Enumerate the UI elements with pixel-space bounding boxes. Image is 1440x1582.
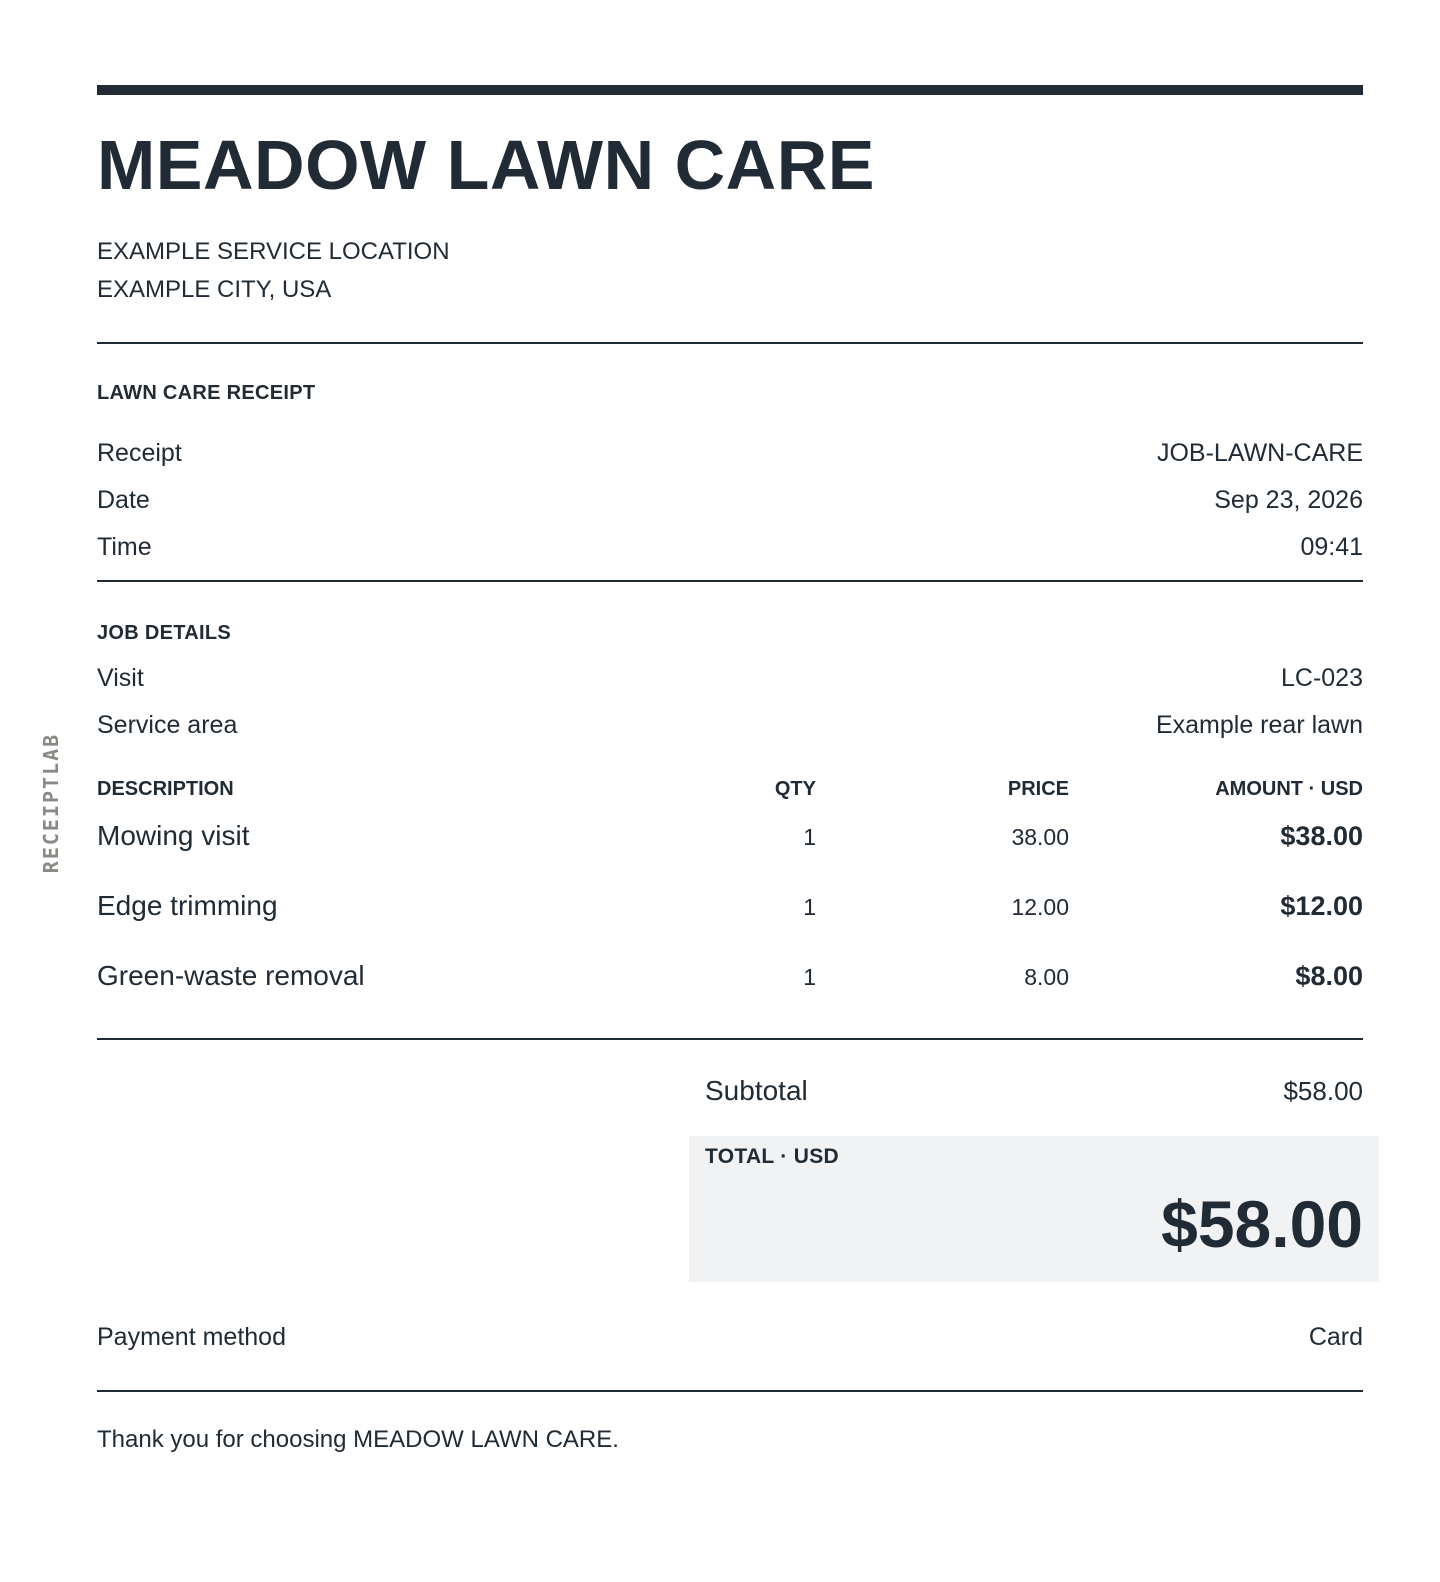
receipt-number-row xyxy=(97,430,1363,477)
subtotal-row xyxy=(689,1073,1379,1109)
item-qty: 1 xyxy=(803,964,816,990)
item-qty: 1 xyxy=(803,824,816,850)
receipt-number-value: JOB-LAWN-CARE xyxy=(1156,439,1363,467)
items-table-header xyxy=(97,777,1363,801)
divider xyxy=(97,580,1363,582)
item-qty: 1 xyxy=(803,894,816,920)
items-table-body xyxy=(97,820,1363,1030)
time-label: Time xyxy=(97,533,152,561)
address xyxy=(97,233,1363,309)
item-amount: $8.00 xyxy=(1295,961,1363,991)
total-value: $58.00 xyxy=(1161,1187,1363,1261)
visit-value: LC-023 xyxy=(1281,664,1363,692)
receipt-number-label: Receipt xyxy=(97,439,182,467)
job-details xyxy=(97,655,1363,749)
watermark-label: RECEIPTLAB xyxy=(39,732,63,874)
address-line-2: EXAMPLE CITY, USA xyxy=(97,276,332,303)
receipt-content xyxy=(97,85,1363,1459)
table-row xyxy=(97,960,1363,1030)
header-description: DESCRIPTION xyxy=(97,778,234,800)
divider xyxy=(97,1390,1363,1392)
item-description: Green-waste removal xyxy=(97,960,365,991)
item-amount: $38.00 xyxy=(1280,821,1363,851)
job-details-title: JOB DETAILS xyxy=(97,622,232,644)
payment-row xyxy=(97,1318,1363,1356)
item-price: 12.00 xyxy=(1011,894,1069,920)
total-box xyxy=(689,1136,1379,1282)
visit-row xyxy=(97,655,1363,702)
time-row xyxy=(97,524,1363,571)
service-area-row xyxy=(97,702,1363,749)
date-value: Sep 23, 2026 xyxy=(1214,486,1363,514)
table-row xyxy=(97,820,1363,890)
table-row xyxy=(97,890,1363,960)
thank-you-note: Thank you for choosing MEADOW LAWN CARE. xyxy=(97,1426,619,1453)
header-price: PRICE xyxy=(1007,778,1069,800)
service-area-value: Example rear lawn xyxy=(1155,711,1363,739)
time-value: 09:41 xyxy=(1300,533,1363,561)
top-rule xyxy=(97,85,1363,95)
date-label: Date xyxy=(97,486,150,514)
item-description: Mowing visit xyxy=(97,820,250,851)
receipt-section-title: LAWN CARE RECEIPT xyxy=(97,382,316,404)
divider xyxy=(97,1038,1363,1040)
subtotal-label: Subtotal xyxy=(705,1075,808,1106)
item-price: 38.00 xyxy=(1011,824,1069,850)
visit-label: Visit xyxy=(97,664,144,692)
receipt-info xyxy=(97,430,1363,571)
divider xyxy=(97,342,1363,344)
address-line-1: EXAMPLE SERVICE LOCATION xyxy=(97,238,450,265)
subtotal-value: $58.00 xyxy=(1283,1076,1363,1106)
header-qty: QTY xyxy=(774,778,816,800)
item-description: Edge trimming xyxy=(97,890,278,921)
header-amount: AMOUNT · USD xyxy=(1215,778,1363,800)
date-row xyxy=(97,477,1363,524)
payment-method-value: Card xyxy=(1308,1323,1363,1351)
total-label: TOTAL · USD xyxy=(705,1145,839,1168)
item-amount: $12.00 xyxy=(1280,891,1363,921)
service-area-label: Service area xyxy=(97,711,238,739)
payment-method-label: Payment method xyxy=(97,1323,286,1351)
totals-section xyxy=(689,1073,1379,1282)
item-price: 8.00 xyxy=(1024,964,1069,990)
brand-title: MEADOW LAWN CARE xyxy=(97,126,875,204)
